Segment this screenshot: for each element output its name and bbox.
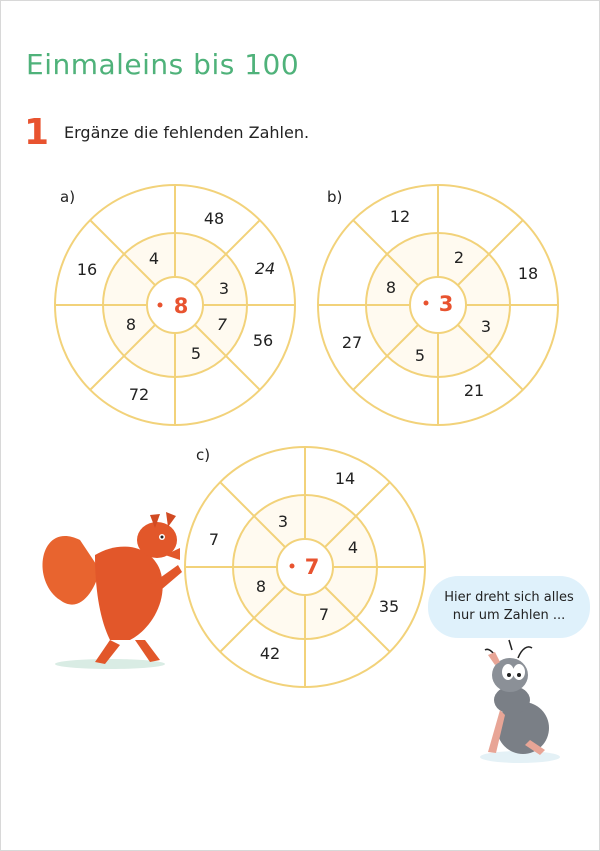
wheel-a-inner-2: 3: [218, 279, 230, 298]
wheel-b-label: b): [327, 188, 343, 206]
wheel-c: [185, 447, 425, 687]
wheel-c-outer-4: 7: [208, 530, 220, 549]
wheel-b-inner-1: 2: [453, 248, 465, 267]
page-title: Einmaleins bis 100: [26, 48, 300, 81]
wheel-b-outer-4: 27: [341, 333, 363, 352]
wheel-a-inner-5: 8: [125, 315, 137, 334]
ant-illustration: [480, 640, 560, 763]
speech-line-2: nur um Zahlen ...: [452, 608, 566, 623]
wheel-a-label: a): [60, 188, 76, 206]
wheel-a-outer-4: 72: [128, 385, 150, 404]
wheel-a-center: 8: [173, 294, 189, 318]
wheel-b-inner-2: 3: [480, 317, 492, 336]
squirrel-illustration: [43, 512, 182, 669]
wheel-c-inner-3: 7: [318, 605, 330, 624]
wheel-b-outer-1: 12: [389, 207, 411, 226]
task-number: 1: [24, 112, 50, 153]
wheel-c-outer-2: 35: [378, 597, 400, 616]
wheel-a-outer-2: 24: [254, 259, 276, 278]
wheel-a-outer-5: 16: [76, 260, 98, 279]
speech-line-1: Hier dreht sich alles: [444, 590, 574, 605]
wheel-a-inner-4: 5: [190, 344, 202, 363]
wheel-b-outer-2: 18: [517, 264, 539, 283]
wheel-c-outer-3: 42: [259, 644, 281, 663]
wheel-c-center: 7: [304, 555, 320, 579]
wheel-b-center: 3: [438, 292, 454, 316]
wheel-a-outer-3: 56: [252, 331, 274, 350]
wheel-a-inner-1: 4: [148, 249, 160, 268]
wheel-b: [318, 185, 558, 425]
wheel-c-inner-2: 4: [347, 538, 359, 557]
wheel-a: [55, 185, 295, 425]
task-instruction: Ergänze die fehlenden Zahlen.: [64, 123, 310, 142]
wheel-b-inner-4: 8: [385, 278, 397, 297]
wheel-c-outer-1: 14: [334, 469, 356, 488]
speech-bubble: [428, 576, 590, 638]
wheel-b-outer-3: 21: [463, 381, 485, 400]
wheel-c-inner-1: 3: [277, 512, 289, 531]
wheel-a-outer-1: 48: [203, 209, 225, 228]
wheel-c-label: c): [196, 446, 211, 464]
wheel-a-inner-3: 7: [216, 315, 228, 334]
wheel-c-inner-4: 8: [255, 577, 267, 596]
wheel-b-inner-3: 5: [414, 346, 426, 365]
